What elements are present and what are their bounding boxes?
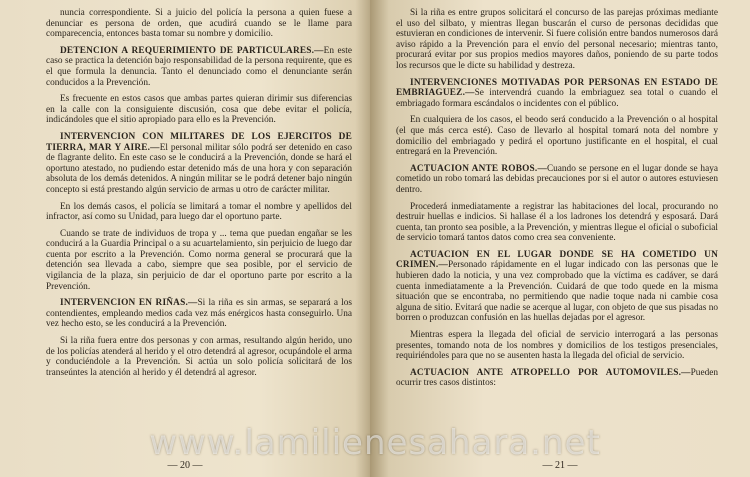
page-number-left: — 20 —	[167, 460, 203, 471]
paragraph-text: En cualquiera de los casos, el beodo será conducido a la Prevención o al hospital (el que más cerca esté). Caso de llevarlo al hospital tomará nota del nombre y domicilio del embriagado y pedirá el oportuno justificante en el hospital, el cual entregará en la Prevención.	[396, 115, 718, 158]
paragraph	[396, 368, 718, 389]
left-page	[0, 0, 370, 477]
right-page	[370, 0, 750, 477]
paragraph-text: Es frecuente en estos casos que ambas partes quieran dirimir sus diferencias en la calle con la consiguiente discusión, cosa que debe evitar el policía, indicándoles que el sitio apropiado para ello es la Prevención.	[46, 94, 352, 126]
paragraph-text: Cuando se persone en el lugar donde se haya cometido un robo tomará las debidas precauciones por si el autor o autores estuviesen dentro.	[396, 163, 718, 195]
section-heading: INTERVENCIONES MOTIVADAS POR PERSONAS EN ESTADO DE EMBRIAGUEZ.—	[396, 77, 718, 99]
right-page-body	[396, 8, 718, 389]
paragraph-text: Si la riña fuera entre dos personas y con armas, resultando algún herido, uno de los policías atenderá al herido y el otro detendrá al agresor, ocupándole el arma y conduciéndole a la Prevención. Si actúa un solo policía solicitará de los transeúntes la atención al herido y él detendrá al agresor.	[46, 336, 352, 378]
paragraph	[46, 8, 352, 40]
paragraph-text: Si la riña es sin armas, se separará a los contendientes, empleando medios cada vez más enérgicos hasta conseguirlo. Una vez hecho esto, se les conducirá a la Prevención.	[46, 298, 352, 330]
section-heading: ACTUACION EN EL LUGAR DONDE SE HA COMETIDO UN CRIMEN.—	[396, 249, 718, 271]
paragraph	[396, 164, 718, 196]
paragraph-text: Si la riña es entre grupos solicitará el concurso de las parejas próximas mediante el uso del silbato, y mientras llegan buscarán el curso de personas decididas que estuvieran en condiciones de intervenir. Si fuere colisión entre bandos numerosos dará aviso rápido a la Prevención para el envío del personal necesario; mientras tanto, procurará evitar por sus propios medios mayores daños, poniendo de su parte todos los recursos que le dicte su habilidad y destreza.	[396, 8, 718, 71]
paragraph-text: En este caso se practica la detención bajo responsabilidad de la persona requirente, que es el que formula la denuncia. Tanto el denunciado como el denunciante serán conducidos a la Prevención.	[46, 45, 352, 88]
paragraph-text: El personal militar sólo podrá ser detenido en caso de flagrante delito. En este caso se le conducirá a la Prevención, donde se hará el oportuno atestado, no pudiendo estar detenido más de una hora y con separación absoluta de los demás detenidos. A ningún militar se le podrá detener bajo ningún concepto si está prestando algún servicio de armas u otro de carácter militar.	[46, 142, 352, 195]
paragraph	[46, 336, 352, 378]
paragraph	[46, 94, 352, 126]
paragraph	[396, 78, 718, 110]
paragraph-text: Se intervendrá cuando la embriaguez sea total o cuando el embriagado formara escándalos o incidentes con el público.	[396, 88, 718, 109]
paragraph	[46, 298, 352, 330]
section-heading: DETENCION A REQUERIMIENTO DE PARTICULARES.—	[60, 45, 324, 56]
section-heading: INTERVENCION CON MILITARES DE LOS EJERCITOS DE TIERRA, MAR Y AIRE.—	[46, 131, 352, 153]
left-page-body	[46, 8, 352, 378]
paragraph	[396, 330, 718, 362]
paragraph-text: nuncia correspondiente. Si a juicio del policía la persona a quien fuese a denunciar es persona de orden, que acudirá cuando se le llame para comparecencia, entonces basta tomar su nombre y domicilio.	[46, 8, 352, 40]
section-heading: ACTUACION ANTE ATROPELLO POR AUTOMOVILES.—	[410, 367, 691, 378]
paragraph-text: Procederá inmediatamente a registrar las habitaciones del local, procurando no destruir huellas e indicios. Si hallase él a los ladrones los detendrá y esposará. Dará cuenta, tan pronto sea posible, a la Prevención, y mientras llegue el oficial o suboficial de servicio tomará tantos datos como crea sea conveniente.	[396, 201, 718, 244]
paragraph-text: Personado rápidamente en el lugar indicado con las personas que le hubieren dado la noticia, y una vez comprobado que la víctima es cadáver, se dará cuenta inmediatamente a la Prevención. Cuidará de que todo quede en la misma situación que se encontraba, no permitiendo que nadie toque nada ni cambie cosa alguna de sitio. Evitará que nadie se acerque al lugar, con objeto de que sus pisadas no borren o produzcan confusión en las huellas dejadas por el agresor.	[396, 260, 718, 324]
paragraph-text: Pueden ocurrir tres casos distintos:	[396, 367, 718, 389]
paragraph	[396, 250, 718, 324]
section-heading: INTERVENCION EN RIÑAS.—	[60, 298, 198, 309]
paragraph	[396, 115, 718, 157]
paragraph-text: Mientras espera la llegada del oficial de servicio interrogará a las personas presentes, tomando nota de los nombres y domicilios de los testigos presenciales, requiriéndoles para que no se ausenten hasta la llegada del oficial de servicio.	[396, 330, 718, 362]
paragraph-text: Cuando se trate de individuos de tropa y ... tema que puedan engañar se les conducirá a la Guardia Principal o a su acuartelamiento, sin perjuicio de luego dar cuenta por escrito a la Prevención. Como norma general se procurará que la detención sea llevada a cabo, siempre que sea posible, por el servicio de vigilancia de la plaza, sin perjuicio de dar el oportuno parte por escrito a la Prevención.	[46, 228, 352, 292]
paragraph	[46, 132, 352, 196]
paragraph	[46, 202, 352, 223]
watermark: www.lamilienesahara.net	[149, 423, 601, 463]
paragraph	[396, 202, 718, 244]
paragraph	[46, 229, 352, 293]
paragraph	[396, 8, 718, 72]
section-heading: ACTUACION ANTE ROBOS.—	[410, 163, 547, 174]
page-number-right: — 21 —	[542, 460, 578, 471]
paragraph	[46, 46, 352, 88]
paragraph-text: En los demás casos, el policía se limitará a tomar el nombre y apellidos del infractor, así como su Unidad, para luego dar el oportuno parte.	[46, 201, 352, 223]
